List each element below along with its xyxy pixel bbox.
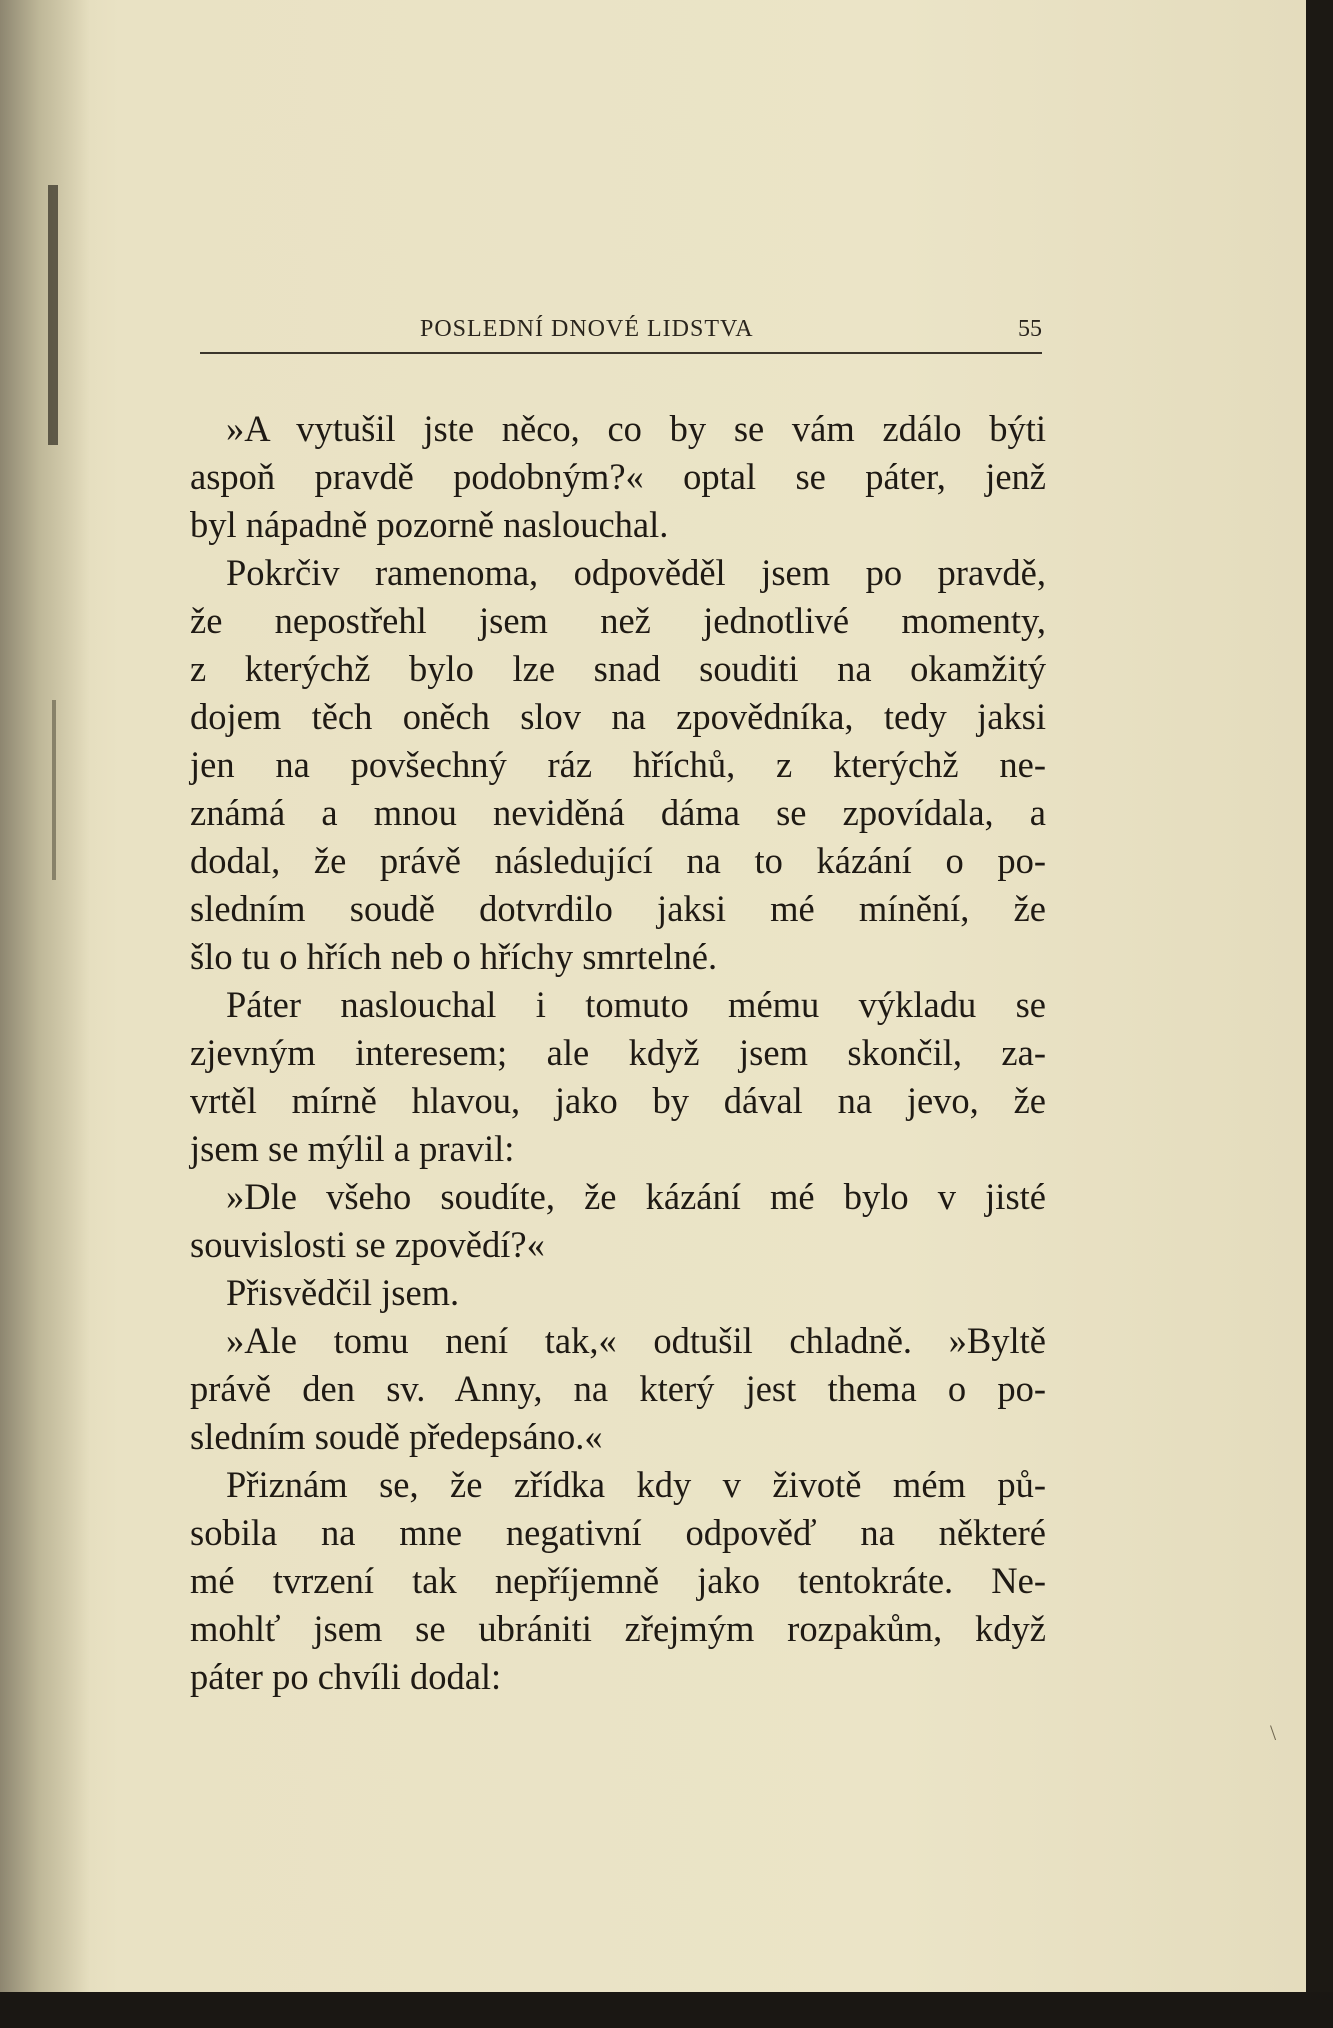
text-line: zjevným interesem; ale když jsem skončil, za- <box>190 1032 1046 1073</box>
running-title: POSLEDNÍ DNOVÉ LIDSTVA <box>420 316 754 342</box>
text-line: že nepostřehl jsem než jednotlivé momenty, <box>190 600 1046 641</box>
text-line: aspoň pravdě podobným?« optal se páter, jenž <box>190 456 1046 497</box>
text-line: Pokrčiv ramenoma, odpověděl jsem po pravdě, <box>226 552 1046 593</box>
spine-mark-lower <box>52 700 56 880</box>
ink-speck: \ <box>1270 1720 1277 1745</box>
text-line: »A vytušil jste něco, co by se vám zdálo býti <box>226 408 1046 449</box>
text-line: mé tvrzení tak nepříjemně jako tentokráte. Ne- <box>190 1560 1046 1601</box>
text-line: dodal, že právě následující na to kázání o po- <box>190 840 1046 881</box>
scan-border-bottom <box>0 1992 1333 2028</box>
text-line: dojem těch oněch slov na zpovědníka, tedy jaksi <box>190 696 1046 737</box>
text-line: sledním soudě předepsáno.« <box>190 1416 603 1457</box>
text-line: Přiznám se, že zřídka kdy v životě mém pů- <box>226 1464 1046 1505</box>
text-line: Páter naslouchal i tomuto mému výkladu se <box>226 984 1046 1025</box>
spine-mark <box>48 185 58 445</box>
text-line: šlo tu o hřích neb o hříchy smrtelné. <box>190 936 718 977</box>
text-line: vrtěl mírně hlavou, jako by dával na jevo, že <box>190 1080 1046 1121</box>
text-line: jsem se mýlil a pravil: <box>190 1128 515 1169</box>
scan-border-right <box>1306 0 1333 2028</box>
text-line: z kterýchž bylo lze snad souditi na okamžitý <box>190 648 1046 689</box>
text-line: známá a mnou neviděná dáma se zpovídala, a <box>190 792 1046 833</box>
text-line: byl nápadně pozorně naslouchal. <box>190 504 669 545</box>
text-line: jen na povšechný ráz hříchů, z kterýchž ne- <box>190 744 1046 785</box>
text-line: »Ale tomu není tak,« odtušil chladně. »Byltě <box>226 1320 1046 1361</box>
text-line: páter po chvíli dodal: <box>190 1656 502 1697</box>
text-line: sledním soudě dotvrdilo jaksi mé mínění, že <box>190 888 1046 929</box>
spine-shadow <box>0 0 90 1992</box>
text-line: Přisvědčil jsem. <box>226 1272 460 1313</box>
text-line: souvislosti se zpovědí?« <box>190 1224 545 1265</box>
page-header <box>200 312 1042 354</box>
text-line: mohlť jsem se ubrániti zřejmým rozpakům, když <box>190 1608 1046 1649</box>
page-number: 55 <box>1018 316 1042 342</box>
text-line: sobila na mne negativní odpověď na některé <box>190 1512 1046 1553</box>
body-text <box>190 405 1046 1701</box>
text-line: právě den sv. Anny, na který jest thema o po- <box>190 1368 1046 1409</box>
text-line: »Dle všeho soudíte, že kázání mé bylo v jisté <box>226 1176 1046 1217</box>
